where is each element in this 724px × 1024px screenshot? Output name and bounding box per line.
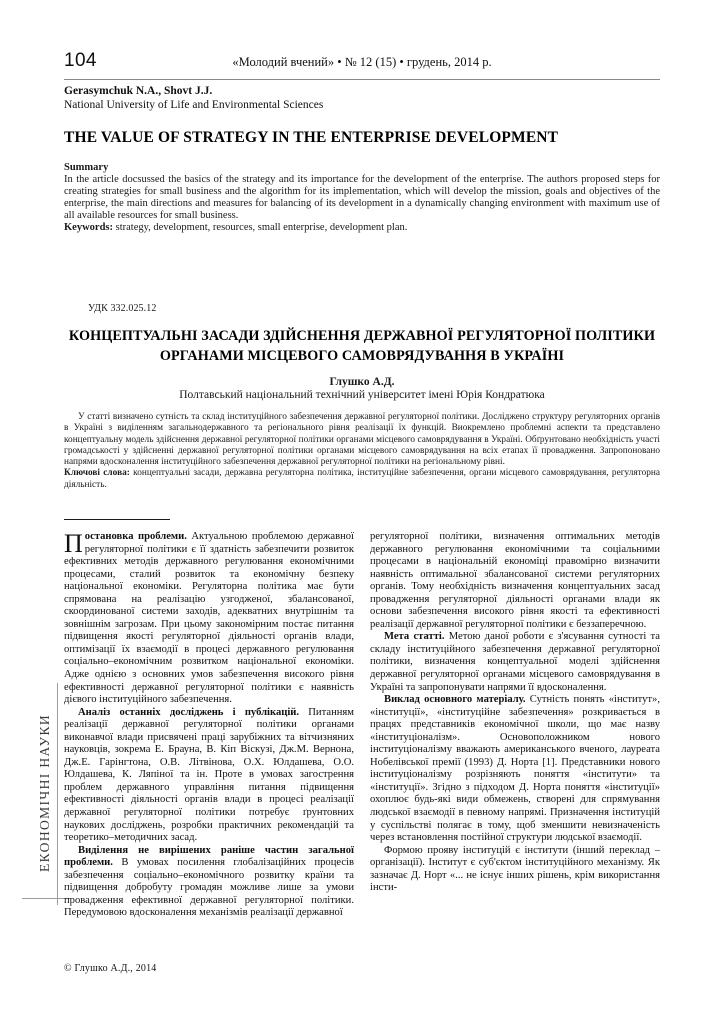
running-head xyxy=(64,50,660,80)
paragraph xyxy=(370,694,660,845)
paragraph-text: Актуальною проблемою державної регуляторної політики є її здатність забезпечити розвиток ефективних методів державного регулювання економічними процесами, сталий розвиток та економічну безпеку національної економіки. Регуляторна політика має бути спрямована на реалізацію узгодженої, збалансованої, скоординованої системи заходів, адекватних внутрішнім та зовнішнім загрозам. При цьому закономірним постає питання підвищення якості регуляторної діяльності органів влади, оптимізації їх взаємодії в процесі державного регулювання соціально–економічним розвитком національної економіки. Адже однією з основних умов забезпечення високого рівня ефективності державної регуляторної політики є наявність дієвого інституційного забезпечення. xyxy=(64,531,354,706)
paragraph xyxy=(64,707,354,845)
keywords-en-label: Keywords: xyxy=(64,222,113,234)
paragraph-heading: остановка проблеми. xyxy=(84,531,187,542)
affiliation-ua: Полтавський національний технічний університет імені Юрія Кондратюка xyxy=(179,389,545,401)
english-article-block xyxy=(64,84,660,234)
paragraph xyxy=(64,531,354,707)
section-marginal-label: ЕКОНОМІЧНІ НАУКИ xyxy=(37,713,52,873)
marginal-vertical-rule xyxy=(57,683,58,905)
udc-code: УДК 332.025.12 xyxy=(88,303,157,314)
keywords-ua-label: Ключові слова: xyxy=(64,468,130,479)
marginal-horizontal-rule xyxy=(22,898,70,899)
paragraph-heading: Виділення не вирішених раніше частин загальної проблеми. xyxy=(64,844,354,869)
paragraph xyxy=(370,531,660,631)
paragraph-text: Сутність понять «інститут», «інституції», «інституційне забезпечення» розкривається в працях представників економічної школи, що має назву «інституціоналізм». Основоположником нового інституціоналізму вважають американського вченого, лауреата Нобелівської премії (1993) Д. Норта [1]. Представники нового інституціоналізму розрізняють поняття «інститути» та «інституції». Згідно з підходом Д. Норта поняття «інституції» охоплює будь-які види обмежень, створені для спрямування людської взаємодії в певному напрямі. Призначення інституцій у суспільстві полягає в тому, щоб зменшити невизначеність через встановлення постійної структури людської взаємодії. xyxy=(370,694,660,844)
author-ua: Глушко А.Д. xyxy=(329,376,395,388)
journal-issue-line: «Молодий вчений» • № 12 (15) • грудень, 2014 р. xyxy=(232,55,492,69)
paragraph-text: Питанням реалізації державної регуляторної політики органами виконавчої влади присвячені праці зарубіжних та вітчизняних науковців, зокрема Е. Брауна, В. Кіп Віскузі, Дж.М. Вернона, Дж.Е. Гарінгтона, О.В. Літвінова, О.Х. Юлдашева, О.О. Юлдашева, К. Ляпіної та ін. Проте в умовах загострення проблем державного управління питання підвищення ефективності діяльності органів влади в процесі реалізації державної регуляторної політики потребує ґрунтовних наукових досліджень, розробки практичних рекомендацій та теоретико–методичних засад. xyxy=(64,706,354,844)
header-divider xyxy=(64,79,660,80)
title-ua: КОНЦЕПТУАЛЬНІ ЗАСАДИ ЗДІЙСНЕННЯ ДЕРЖАВНОЇ РЕГУЛЯТОРНОЇ ПОЛІТИКИ ОРГАНАМИ МІСЦЕВОГО САМОВРЯДУВАННЯ В УКРАЇНІ xyxy=(68,328,656,364)
paragraph-text: регуляторної політики, визначення оптимальних методів державного регулювання економічними та соціальними процесами в національній економіці правомірно визначити наявність оптимальної збалансованої системи регуляторних органів. Тому необхідність визначення концептуальних засад провадження регуляторної діяльності органами влади як основи забезпечення високого рівня якості та ефективності реалізації державної регуляторної політики є беззаперечною. xyxy=(370,531,660,630)
summary-body: In the article docsussed the basics of the strategy and its importance for the development of the enterprise. The authors proposed steps for creating strategies for small business and the algorithm for its implementation, which will develop the mission, goals and objectives of the enterprise, the main directions and measures for balancing of its development in a dynamically changing environment with maximum use of all available resources for small business. xyxy=(64,174,660,222)
title-en: THE VALUE OF STRATEGY IN THE ENTERPRISE DEVELOPMENT xyxy=(64,129,559,146)
abstract-ua xyxy=(64,412,660,491)
abstract-ua-body: У статті визначено сутність та склад інституційного забезпечення державної регуляторної політики. Досліджено структуру регуляторних органів в Україні з виділенням загальнодержавного та регіонального рівня реалізації їх функцій. Виокремлено проблемні аспекти та представлено концептуальну модель здійснення державної регуляторної політики органами місцевого самоврядування в Україні. Обґрунтовано необхідність участі громадськості у здійсненні державної регуляторної політики органами місцевого самоврядування на всіх етапах її провадження. Запропоновано напрями вдосконалення інституційного забезпечення державної регуляторної політики на регіональному рівні. xyxy=(64,412,660,468)
paragraph xyxy=(370,631,660,694)
body-start-rule xyxy=(64,519,170,520)
paragraph xyxy=(370,845,660,895)
body-column-left xyxy=(64,531,354,920)
keywords-ua xyxy=(64,468,660,491)
keywords-en-body: strategy, development, resources, small enterprise, development plan. xyxy=(113,222,408,234)
affiliation-en: National University of Life and Environmental Sciences xyxy=(64,99,324,111)
paragraph-heading: Мета статті. xyxy=(384,631,445,643)
paragraph xyxy=(64,845,354,920)
paragraph-heading: Аналіз останніх досліджень і публікацій. xyxy=(78,706,300,718)
copyright-line: © Глушко А.Д., 2014 xyxy=(64,963,157,974)
paragraph-text: В умовах посилення глобалізаційних процесів забезпечення соціально–економічного розвитку країни та підвищення добробуту громадян можливе лише за умови провадження ефективної державної регуляторної політики. Передумовою вдосконалення механізмів реалізації державної xyxy=(64,857,354,919)
paragraph-text: Метою даної роботи є з'ясування сутності та складу інституційного забезпечення державної регуляторної політики, визначення концептуальної моделі здійснення державної регуляторної органами місцевого самоврядування в Україні та запропонувати напрями її вдосконалення. xyxy=(370,631,660,693)
paragraph-text: Формою прояву інституцій є інститути (інший переклад – організації). Інститут є суб'єктом інституційного механізму. Як зазначає Д. Норт «... не існує інших рішень, крім використання інсти- xyxy=(370,844,660,894)
authors-en: Gerasymchuk N.A., Shovt J.J. xyxy=(64,85,213,97)
keywords-en xyxy=(64,222,660,234)
page-number: 104 xyxy=(64,50,97,71)
paragraph-heading: Виклад основного матеріалу. xyxy=(384,694,526,706)
body-column-right xyxy=(370,531,660,895)
drop-cap: П xyxy=(64,529,83,558)
summary-label: Summary xyxy=(64,162,109,173)
keywords-ua-body: концептуальні засади, державна регуляторна політика, інституційне забезпечення, органи місцевого самоврядування, регуляторна діяльність. xyxy=(64,468,660,490)
